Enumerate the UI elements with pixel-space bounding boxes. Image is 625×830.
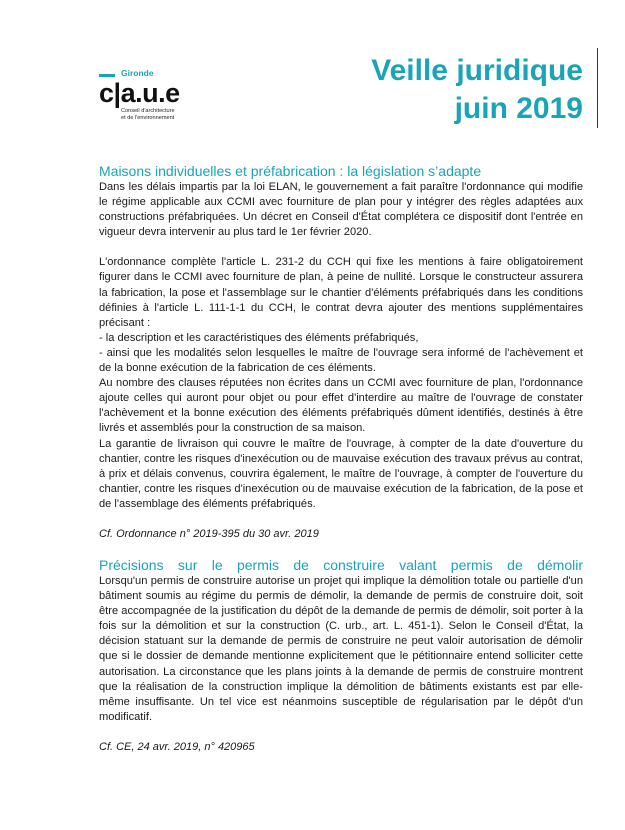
logo-subtitle-line2: et de l'environnement bbox=[121, 115, 175, 121]
page-title bbox=[371, 52, 583, 128]
list-item: - ainsi que les modalités selon lesquelles le maître de l'ouvrage sera informé de l'achèvement et de la bonne exécution de la fabrication de ces éléments. bbox=[99, 346, 583, 375]
section-heading-permis: Précisions sur le permis de construire valant permis de démolir bbox=[99, 556, 583, 573]
citation: Cf. Ordonnance n° 2019-395 du 30 avr. 2019 bbox=[99, 527, 319, 540]
paragraph: La garantie de livraison qui couvre le maître de l'ouvrage, à compter de la date d'ouverture du chantier, contre les risques d'inexécution ou de mauvaise exécution des travaux prévus au contrat, à prix et délais convenus, couvrira également, le maître de l'ouvrage, à compter de l'ouverture du chantier, contre les risques d'inexécution ou de mauvaise exécution de la fabrication, de la pose et de l'assemblage des éléments préfabriqués. bbox=[99, 437, 583, 510]
title-divider bbox=[597, 48, 598, 128]
citation: Cf. CE, 24 avr. 2019, n° 420965 bbox=[99, 740, 255, 753]
logo-subtitle bbox=[121, 108, 211, 122]
logo-region: Gironde bbox=[121, 68, 154, 78]
paragraph: Au nombre des clauses réputées non écrites dans un CCMI avec fourniture de plan, l'ordonnance ajoute celles qui auront pour objet ou pour effet d'interdire au maître de l'ouvrage de constater l'achèvement et la bonne exécution des éléments préfabriqués dûment identifiés, destinés à être livrés et assemblés pour la construction de sa maison. bbox=[99, 377, 583, 435]
logo-mark: c|a.u.e bbox=[99, 78, 180, 108]
paragraph: Lorsqu'un permis de construire autorise un projet qui implique la démolition totale ou partielle d'un bâtiment soumis au régime du permis de démolir, la demande de permis de construire doit, soit être accompagnée de la justification du dépôt de la demande de permis de démolir, soit porter à la fois sur la démolition et sur la construction (C. urb., art. L. 451-1). Selon le Conseil d'État, la décision statuant sur la demande de permis de construire ne peut valoir autorisation de démolir que si le dossier de demande mentionne explicitement que le pétitionnaire entend solliciter cette autorisation. La circonstance que les plans joints à la demande de permis de construire montrent que la réalisation de la construction implique la démolition de bâtiments existants est par elle-même insuffisante. Un tel vice est néanmoins susceptible de régularisation par le dépôt d'un modificatif. bbox=[99, 574, 583, 723]
paragraph: L'ordonnance complète l'article L. 231-2 du CCH qui fixe les mentions à faire obligatoirement figurer dans le CCMI avec fourniture de plan, à peine de nullité. Lorsque le constructeur assurera la fabrication, la pose et l'assemblage sur le chantier d'éléments préfabriqués dans les conditions définies à l'article L. 111-1-1 du CCH, le contrat devra ajouter des mentions supplémentaires précisant : bbox=[99, 256, 583, 329]
logo-accent-bar bbox=[99, 74, 115, 77]
page-title-line2: juin 2019 bbox=[454, 92, 583, 125]
document-body bbox=[99, 163, 583, 755]
section-heading-prefabrication: Maisons individuelles et préfabrication : la législation s’adapte bbox=[99, 163, 482, 179]
logo-subtitle-line1: Conseil d'architecture bbox=[121, 108, 175, 114]
list-item: - la description et les caractéristiques des éléments préfabriqués, bbox=[99, 331, 419, 344]
caue-logo bbox=[99, 67, 209, 127]
page-title-line1: Veille juridique bbox=[371, 54, 583, 87]
paragraph: Dans les délais impartis par la loi ELAN, le gouvernement a fait paraître l'ordonnance qui modifie le régime applicable aux CCMI avec fourniture de plan pour y intégrer des règles adaptées aux constructions préfabriquées. Un décret en Conseil d'État complétera ce dispositif dont l'entrée en vigueur devra intervenir au plus tard le 1er février 2020. bbox=[99, 181, 583, 239]
